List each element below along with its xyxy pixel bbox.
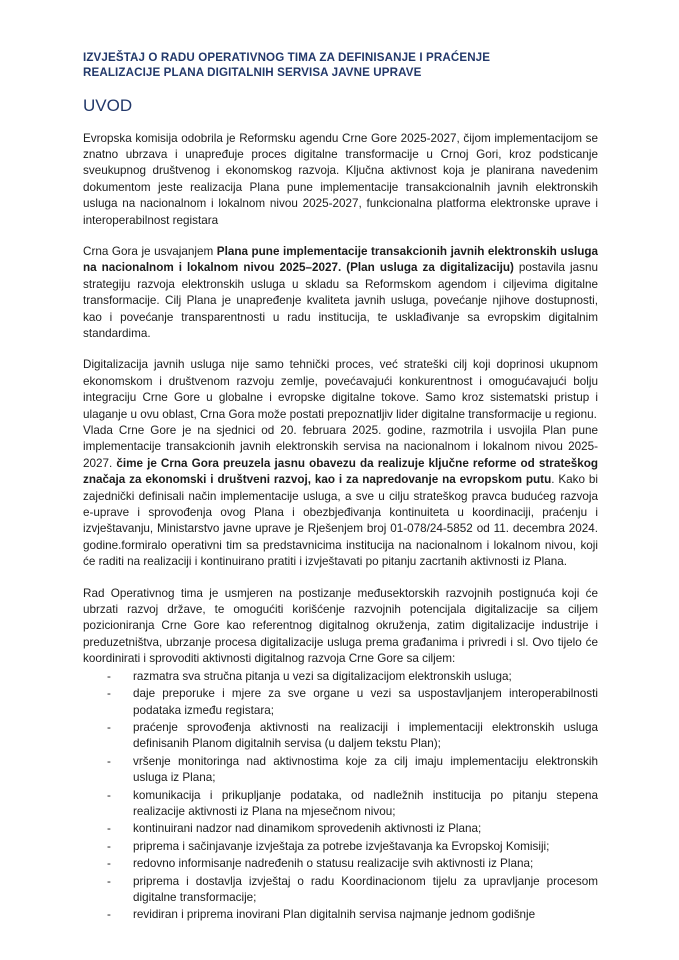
list-item: - priprema i dostavlja izvještaj o radu Koordinacionom tijelu za upravljanje procesom digitalne transformacije; — [107, 874, 598, 907]
paragraph-digitalization-lead: Digitalizacija javnih usluga nije samo tehnički proces, već strateški cilj koji doprinosi ukupnom ekonomskom i društvenom razvoju zemlje, povećavajući konkurentnost i omogućavajući bolju integraciju Crne Gore u globalne i evropske digitalne tokove. Samo kroz sistematski pristup i ulaganje u ovu oblast, Crna Gora može postati prepoznatljiv lider digitalne transformacije u regionu. — [83, 358, 598, 421]
list-item: - komunikacija i prikupljanje podataka, od nadležnih institucija po pitanju stepena realizacije aktivnosti iz Plana na mjesečnom nivou; — [107, 788, 598, 821]
objectives-list — [83, 669, 598, 924]
list-item: - praćenje sprovođenja aktivnosti na realizaciji i implementaciji elektronskih usluga definisanih Planom digitalnih servisa (u daljem tekstu Plan); — [107, 720, 598, 753]
section-heading-uvod: UVOD — [83, 96, 133, 116]
paragraph-plan-adoption-tail: postavila jasnu strategiju razvoja elektronskih usluga u skladu sa Reformskom agendom i ciljevima digitalne transformacije. Cilj Plana je unapređenje kvaliteta javnih usluga, povećanje njihove dostupnosti, kao i povećanje transparentnosti u radu institucija, te usklađivanje sa evropskim digitalnim standardima. — [83, 261, 598, 340]
document-title — [83, 50, 598, 80]
list-item: - razmatra sva stručna pitanja u vezi sa digitalizacijom elektronskih usluga; — [107, 669, 598, 685]
list-item: - redovno informisanje nadređenih o statusu realizacije svih aktivnosti iz Plana; — [107, 856, 598, 872]
paragraph-government-session-bold: čime je Crna Gora preuzela jasnu obavezu da realizuje ključne reforme od strateškog značaja za ekonomski i društveni razvoj, kao i za napredovanje na evropskom putu — [83, 456, 598, 487]
list-item: - revidiran i priprema inovirani Plan digitalnih servisa najmanje jednom godišnje — [107, 907, 598, 923]
document-title-line-1: IZVJEŠTAJ O RADU OPERATIVNOG TIMA ZA DEFINISANJE I PRAĆENJE — [83, 51, 491, 64]
list-item: - priprema i sačinjavanje izvještaja za potrebe izvještavanja ka Evropskoj Komisiji; — [107, 839, 598, 855]
paragraph-plan-adoption — [83, 244, 598, 342]
list-item: - kontinuirani nadzor nad dinamikom sprovedenih aktivnosti iz Plana; — [107, 821, 598, 837]
objectives-list-wrapper — [83, 669, 598, 924]
list-item: - vršenje monitoringa nad aktivnostima koje za cilj imaju implementaciju elektronskih usluga iz Plana; — [107, 754, 598, 787]
paragraph-digitalization-strategic-goal — [83, 357, 598, 570]
paragraph-government-session-lead: Vlada Crne Gore je na sjednici od 20. februara 2025. godine, razmotrila i usvojila Plan pune implementacije transakcionih javnih elektronskih servisa na nacionalnom i lokalnom nivou 2025-2027. — [83, 424, 598, 470]
paragraph-government-session-tail: . Kako bi zajednički definisali način implementacije usluga, a sve u cilju strateškog pravca budućeg razvoja e-uprave i sprovođenja ovog Plana i obezbjeđivanja kontinuiteta u koordinaciji, praćenju i izvještavanju, Ministarstvo javne uprave je Rješenjem broj 01-078/24-5852 od 11. decembra 2024. godine.formiralo operativni tim sa predstavnicima institucija na nacionalnom i lokalnom nivou, koji će raditi na realizaciji i kontinuirano pratiti i izvještavati po pitanju zacrtanih aktivnosti iz Plana. — [83, 473, 598, 569]
document-title-line-2: REALIZACIJE PLANA DIGITALNIH SERVISA JAVNE UPRAVE — [83, 66, 422, 80]
list-item: - daje preporuke i mjere za sve organe u vezi sa uspostavljanjem interoperabilnosti podataka između registara; — [107, 686, 598, 719]
paragraph-plan-adoption-lead: Crna Gora je usvajanjem — [83, 244, 217, 258]
paragraph-intro-reform-agenda: Evropska komisija odobrila je Reformsku agendu Crne Gore 2025-2027, čijom implementacijom se znatno ubrzava i unapređuje proces digitalne transformacije u Crnoj Gori, kroz podsticanje sveukupnog društvenog i ekonomskog razvoja. Ključna aktivnost koja je planirana navedenim dokumentom jeste realizacija Plana pune implementacije transakcionalnih javnih elektronskih usluga na nacionalnom i lokalnom nivou 2025-2027, funkcionalna platforma elektronske uprave i interoperabilnost registara — [83, 131, 598, 227]
paragraph-plan-adoption-bold: Plana pune implementacije transakcionih javnih elektronskih usluga na nacionalnom i lokalnom nivou 2025–2027. (Plan usluga za digitalizaciju) — [83, 244, 598, 275]
paragraph-operational-team-scope: Rad Operativnog tima je usmjeren na postizanje međusektorskih razvojnih postignuća koji će ubrzati razvoj države, te omogućiti korišćenje razvojnih potencijala digitalizacije sa ciljem pozicioniranja Crne Gore kao referentnog digitalnog okruženja, zatim digitalizacije industrije i preduzetništva, ubrzanje procesa digitalizacije usluga prema građanima i privredi i sl. Ovo tijelo će koordinirati i sprovoditi aktivnosti digitalnog razvoja Crne Gore sa ciljem: — [83, 586, 598, 666]
